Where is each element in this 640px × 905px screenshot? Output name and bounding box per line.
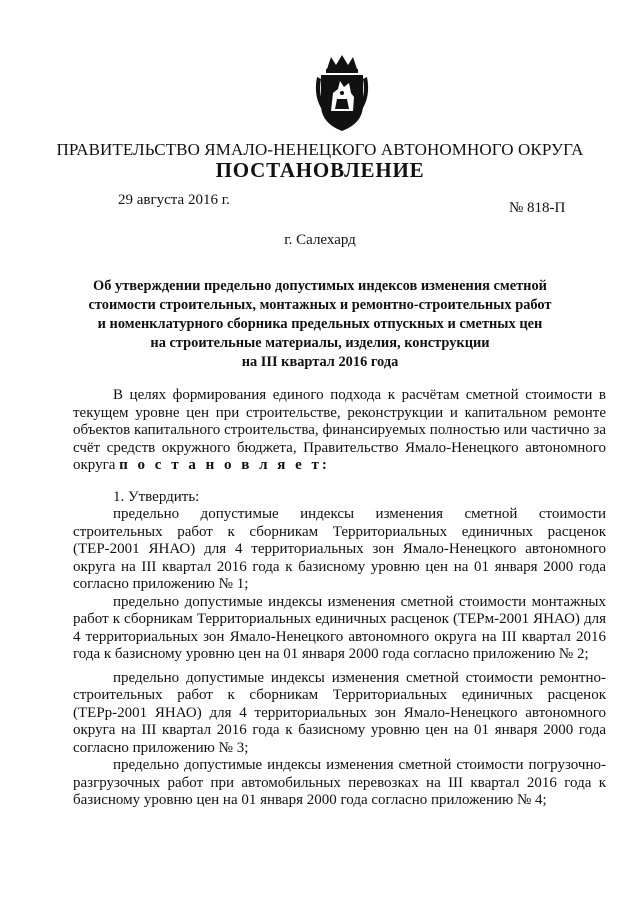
title-line: на строительные материалы, изделия, конструкции <box>150 335 490 351</box>
document-number: № 818-П <box>509 200 566 216</box>
government-name: ПРАВИТЕЛЬСТВО ЯМАЛО-НЕНЕЦКОГО АВТОНОМНОГО ОКРУГА <box>56 140 584 159</box>
document-body <box>73 387 606 810</box>
document-city: г. Салехард <box>284 232 356 248</box>
intro-paragraph <box>73 387 606 475</box>
resolution-verb: п о с т а н о в л я е т: <box>119 457 330 473</box>
title-line: Об утверждении предельно допустимых индексов изменения сметной <box>93 278 547 294</box>
title-line: стоимости строительных, монтажных и ремонтно-строительных работ <box>88 297 552 313</box>
document-title <box>0 277 640 372</box>
intro-text: В целях формирования единого подхода к расчётам сметной стоимости в текущем уровне цен при строительстве, реконструкции и капитальном ремонте объектов капитального строительства, финансируемых полностью или частично за счёт средств окружного бюджета, Правительство Ямало-Ненецкого автономного округа <box>73 387 606 473</box>
document-type: ПОСТАНОВЛЕНИЕ <box>215 158 425 182</box>
coat-of-arms-emblem-icon <box>313 53 371 133</box>
title-line: на III квартал 2016 года <box>241 354 399 370</box>
body-paragraph: предельно допустимые индексы изменения сметной стоимости строительных работ к сборникам Территориальных единичных расценок (ТЕР-2001 ЯНАО) для 4 территориальных зон Ямало-Ненецкого автономного округа на III квартал 2016 года к базисному уровню цен на 01 января 2000 года согласно приложению № 1; <box>73 506 606 592</box>
document-date: 29 августа 2016 г. <box>118 192 230 208</box>
body-paragraph: предельно допустимые индексы изменения сметной стоимости ремонтно-строительных работ к сборникам Территориальных единичных расценок (ТЕРр-2001 ЯНАО) для 4 территориальных зон Ямало-Ненецкого автономного округа на III квартал 2016 года к базисному уровню цен на 01 января 2000 года согласно приложению № 3; <box>73 669 606 756</box>
item-heading: 1. Утвердить: <box>113 488 200 505</box>
body-paragraph: предельно допустимые индексы изменения сметной стоимости монтажных работ к сборникам Территориальных единичных расценок (ТЕРм-2001 ЯНАО) для 4 территориальных зон Ямало-Ненецкого автономного округа на III квартал 2016 года к базисному уровню цен на 01 января 2000 года согласно приложению № 2; <box>73 593 606 662</box>
title-line: и номенклатурного сборника предельных отпускных и сметных цен <box>97 316 543 332</box>
body-paragraph: предельно допустимые индексы изменения сметной стоимости погрузочно-разгрузочных работ при автомобильных перевозках на III квартал 2016 года к базисному уровню цен на 01 января 2000 года согласно приложению № 4; <box>73 757 606 808</box>
